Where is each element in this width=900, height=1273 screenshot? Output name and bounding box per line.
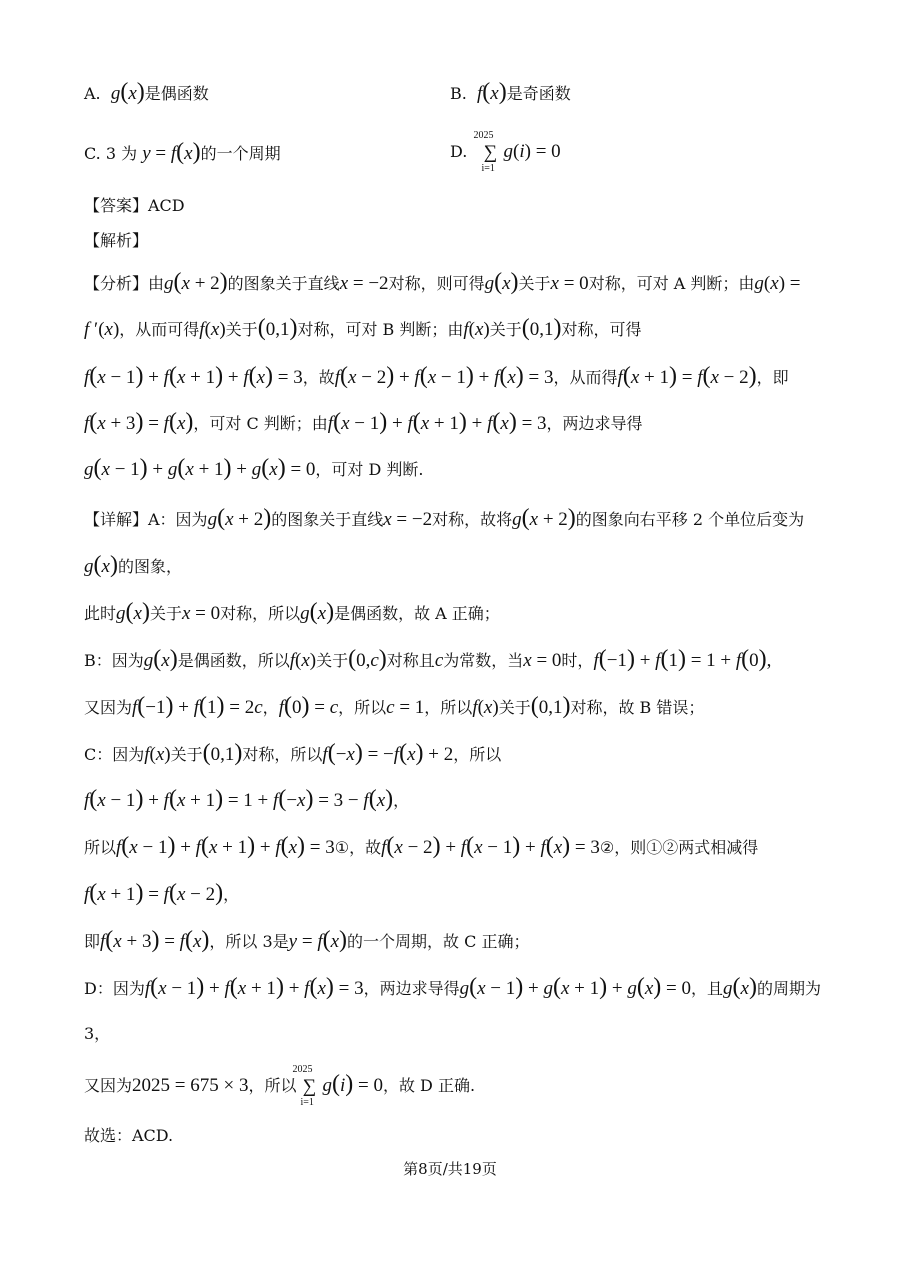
text: 对称，可对 B 判断；由 <box>297 320 464 339</box>
math: f(x − 2) + f(x − 1) + f(x) = 3 <box>381 833 600 859</box>
detail-d-line-2: 3， <box>84 1024 111 1043</box>
detail-c-line-1 <box>84 741 501 767</box>
text: ，故 D 正确. <box>382 1076 476 1095</box>
math: y = f(x) <box>142 139 201 165</box>
text: 关于 <box>316 651 349 670</box>
text: ，两边求导得 <box>363 979 460 998</box>
detail-a-line-2 <box>84 553 182 579</box>
text: 又因为 <box>84 698 133 717</box>
text: ，可对 C 判断；由 <box>193 414 328 433</box>
text: 关于 <box>489 320 522 339</box>
text: ，可对 D 判断. <box>315 460 424 479</box>
text: C：因为 <box>84 745 145 764</box>
text: 的周期为 <box>756 979 821 998</box>
text: 时， <box>561 651 594 670</box>
sum-lower: i=1 <box>481 162 495 174</box>
text: 关于 <box>498 698 531 717</box>
detail-b-line-2 <box>84 694 704 720</box>
option-c-label: C. 3 为 <box>84 144 138 163</box>
text: 关于 <box>225 320 258 339</box>
math: 2025 ∑ i=1 g(i) = 0 <box>478 141 561 162</box>
option-a-text: 是偶函数 <box>144 84 209 103</box>
detail-d-line-3 <box>84 1063 476 1108</box>
sum-lower: i=1 <box>300 1096 314 1108</box>
text: ①，故 <box>334 838 382 857</box>
math: g(x + 2) <box>512 505 576 531</box>
text: 的图象关于直线 <box>271 510 384 529</box>
option-a-label: A. <box>84 84 101 103</box>
math: g(x) <box>143 646 178 672</box>
math: (0,1) <box>530 693 571 719</box>
math: x = −2 <box>339 273 389 294</box>
math: 2025 ∑ i=1 g(i) = 0 <box>296 1075 383 1096</box>
text: 【详解】A：因为 <box>84 510 208 529</box>
math: x = 0 <box>550 273 589 294</box>
option-d-label: D. <box>450 142 468 161</box>
math: f(x) <box>472 697 499 718</box>
math: f(x) <box>144 744 171 765</box>
text: 又因为 <box>84 1076 133 1095</box>
text: 是偶函数，所以 <box>177 651 290 670</box>
text: ，所以 <box>424 698 473 717</box>
text: ②，则①②两式相减得 <box>599 838 759 857</box>
text: ，故 <box>302 368 335 387</box>
text: B：因为 <box>84 651 144 670</box>
answer: 【答案】ACD <box>84 196 185 215</box>
text: ， <box>393 791 410 810</box>
sum-upper: 2025 <box>292 1063 313 1075</box>
text: ，所以 <box>338 698 387 717</box>
text: ，且 <box>691 979 724 998</box>
math: (0,1) <box>257 315 298 341</box>
text: 所以 <box>84 838 117 857</box>
analysis-line-1 <box>84 270 800 296</box>
math: g(x) = <box>754 273 801 294</box>
math: (0,c) <box>348 646 387 672</box>
math: y = f(x) <box>288 927 348 953</box>
math: x = 0 <box>523 650 562 671</box>
option-c-text: 的一个周期 <box>200 144 281 163</box>
text: 【分析】由 <box>84 274 165 293</box>
math: g(x) <box>110 79 145 105</box>
text: 对称，所以 <box>220 604 301 623</box>
text: 的图象关于直线 <box>227 274 340 293</box>
text: ，两边求导得 <box>546 414 643 433</box>
text: 此时 <box>84 604 117 623</box>
text: 即 <box>84 932 101 951</box>
math: g(x + 2) <box>164 269 228 295</box>
option-b-text: 是奇函数 <box>506 84 571 103</box>
text: 的图象向右平移 2 个单位后变为 <box>575 510 805 529</box>
math: x = 0 <box>181 603 221 624</box>
math: g(x) <box>116 599 150 625</box>
text: 对称，可对 A 判断；由 <box>588 274 755 293</box>
text: 的图象， <box>117 557 182 576</box>
option-b <box>450 80 571 106</box>
text: 对称，故将 <box>432 510 513 529</box>
math: g(x − 1) + g(x + 1) + g(x) = 0 <box>459 974 692 1000</box>
math: c = 1 <box>386 697 425 718</box>
math: f(x) <box>289 650 317 671</box>
math: f(x − 1) + f(x + 1) + f(x) = 3 <box>116 833 335 859</box>
text: 是偶函数，故 A 正确； <box>334 604 500 623</box>
text: 关于 <box>149 604 182 623</box>
analysis-line-5 <box>84 456 424 482</box>
math: f(x) <box>199 319 226 340</box>
math: g(x) <box>723 974 757 1000</box>
text: D：因为 <box>84 979 145 998</box>
conclusion: 故选：ACD. <box>84 1126 174 1145</box>
math: x = −2 <box>383 509 433 530</box>
text: ，所以 <box>248 1076 297 1095</box>
text: 关于 <box>518 274 551 293</box>
math: f(x) <box>463 319 490 340</box>
text: 关于 <box>170 745 203 764</box>
analysis-heading: 【解析】 <box>84 231 149 250</box>
math: c <box>434 650 444 671</box>
text: ，所以 <box>453 745 502 764</box>
math: f(0) = c <box>278 693 339 719</box>
text: ， <box>262 698 279 717</box>
text: 对称，故 B 错误； <box>570 698 705 717</box>
math: f(x − 1) + f(x + 1) = 1 + f(−x) = 3 − f(x) <box>84 786 394 812</box>
text: 的一个周期，故 C 正确； <box>347 932 530 951</box>
math: f(x − 1) + f(x + 1) + f(x) = 3 <box>144 974 364 1000</box>
detail-c-line-4 <box>84 881 239 907</box>
math: f(−1) + f(1) = 2c <box>132 693 263 719</box>
detail-c-line-3 <box>84 834 758 860</box>
text: 为常数，当 <box>443 651 524 670</box>
text: ，从而得 <box>553 368 618 387</box>
detail-c-line-5 <box>84 928 529 954</box>
analysis-line-3 <box>84 364 789 390</box>
detail-c-line-2 <box>84 787 409 813</box>
page-footer: 第8页/共19页 <box>403 1160 497 1178</box>
text: ，所以 3是 <box>209 932 289 951</box>
math: g(x + 2) <box>207 505 272 531</box>
math: f(x + 1) = f(x − 2) <box>84 880 224 906</box>
text: 对称，可得 <box>561 320 642 339</box>
detail-b-line-1 <box>84 647 771 673</box>
math: (0,1) <box>521 315 562 341</box>
math: f ′(x) <box>84 319 120 340</box>
text: ，即 <box>756 368 789 387</box>
text: 对称且 <box>386 651 435 670</box>
math: f(x + 3) = f(x) <box>100 927 210 953</box>
sum-upper: 2025 <box>473 129 494 141</box>
math: g(x − 1) + g(x + 1) + g(x) = 0 <box>84 455 316 481</box>
analysis-line-2 <box>84 316 642 342</box>
option-b-label: B. <box>450 84 467 103</box>
detail-d-line-1 <box>84 975 821 1001</box>
option-a <box>84 80 209 106</box>
option-d <box>450 129 561 174</box>
math: f(x − 1) + f(x + 1) + f(x) = 3 <box>84 363 303 389</box>
math: g(x) <box>484 269 519 295</box>
math: f(x − 2) + f(x − 1) + f(x) = 3 <box>334 363 554 389</box>
math: f(x − 1) + f(x + 1) + f(x) = 3 <box>327 409 547 435</box>
analysis-line-4 <box>84 410 643 436</box>
detail-a-line-1 <box>84 506 804 532</box>
math: g(x) <box>300 599 335 625</box>
math: f(−1) + f(1) = 1 + f(0), <box>593 646 772 672</box>
text: ，从而可得 <box>119 320 200 339</box>
math: f(x + 3) = f(x) <box>84 409 194 435</box>
text: 对称，则可得 <box>388 274 485 293</box>
detail-a-line-3 <box>84 600 500 626</box>
math: f(x) <box>477 79 507 105</box>
text: 对称，所以 <box>242 745 323 764</box>
text: ， <box>223 885 240 904</box>
math: g(x) <box>84 552 118 578</box>
option-c <box>84 140 281 166</box>
math: (0,1) <box>202 740 243 766</box>
math: f(x + 1) = f(x − 2) <box>617 363 757 389</box>
math: 2025 = 675 × 3 <box>132 1075 249 1096</box>
math: f(−x) = −f(x) + 2 <box>322 740 454 766</box>
